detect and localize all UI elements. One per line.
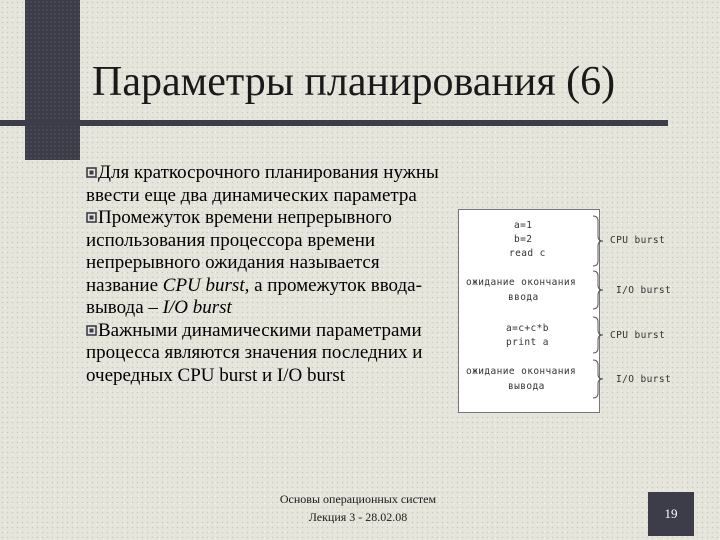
square-bullet-icon [86,167,97,178]
cpu-burst-label: CPU burst [610,330,666,341]
burst-diagram [458,209,683,411]
diagram-line: вывода [508,381,545,392]
diagram-line: b=2 [514,234,533,245]
diagram-line: ожидание окончания [466,277,577,288]
bullet-2-text-b: , а промежуток ввода-вывода – [86,274,422,318]
diagram-line: ожидание окончания [466,366,577,377]
bullet-item-3 [86,320,456,388]
bullet-list [86,162,456,387]
page-number-badge [648,492,694,536]
io-burst-label: I/O burst [616,374,672,385]
bullet-1-text: Для краткосрочного планирования нужны ввести еще два динамических параметра [86,162,439,206]
title-underline [0,120,668,126]
bullet-2-text-a: Промежуток времени непрерывного использования процессора времени непрерывного ожидания называется название [86,207,392,296]
slide-footer [258,490,458,526]
bullet-3-text: Важными динамическими параметрами процесса являются значения последних и очередных CPU burst и I/O burst [86,319,423,386]
page-number: 19 [664,506,678,521]
footer-course-title: Основы операционных систем [279,492,437,506]
io-burst-term: I/O burst [162,297,232,318]
cpu-burst-term: CPU burst [162,274,245,296]
decorative-left-bar [25,0,80,160]
diagram-line: ввода [508,292,539,303]
footer-lecture-date: Лекция 3 - 28.02.08 [308,510,408,524]
bullet-item-1 [86,162,456,207]
slide-title: Параметры планирования (6) [92,59,616,105]
diagram-line: read c [509,248,546,259]
io-burst-label: I/O burst [616,285,672,296]
cpu-burst-label: CPU burst [610,235,666,246]
diagram-line: a=c+c*b [506,323,549,334]
brace-group-icon [591,213,607,411]
diagram-line: print a [506,337,549,348]
square-bullet-icon [86,325,97,336]
bullet-item-2 [86,207,456,320]
square-bullet-icon [86,212,97,223]
diagram-line: a=1 [514,220,533,231]
